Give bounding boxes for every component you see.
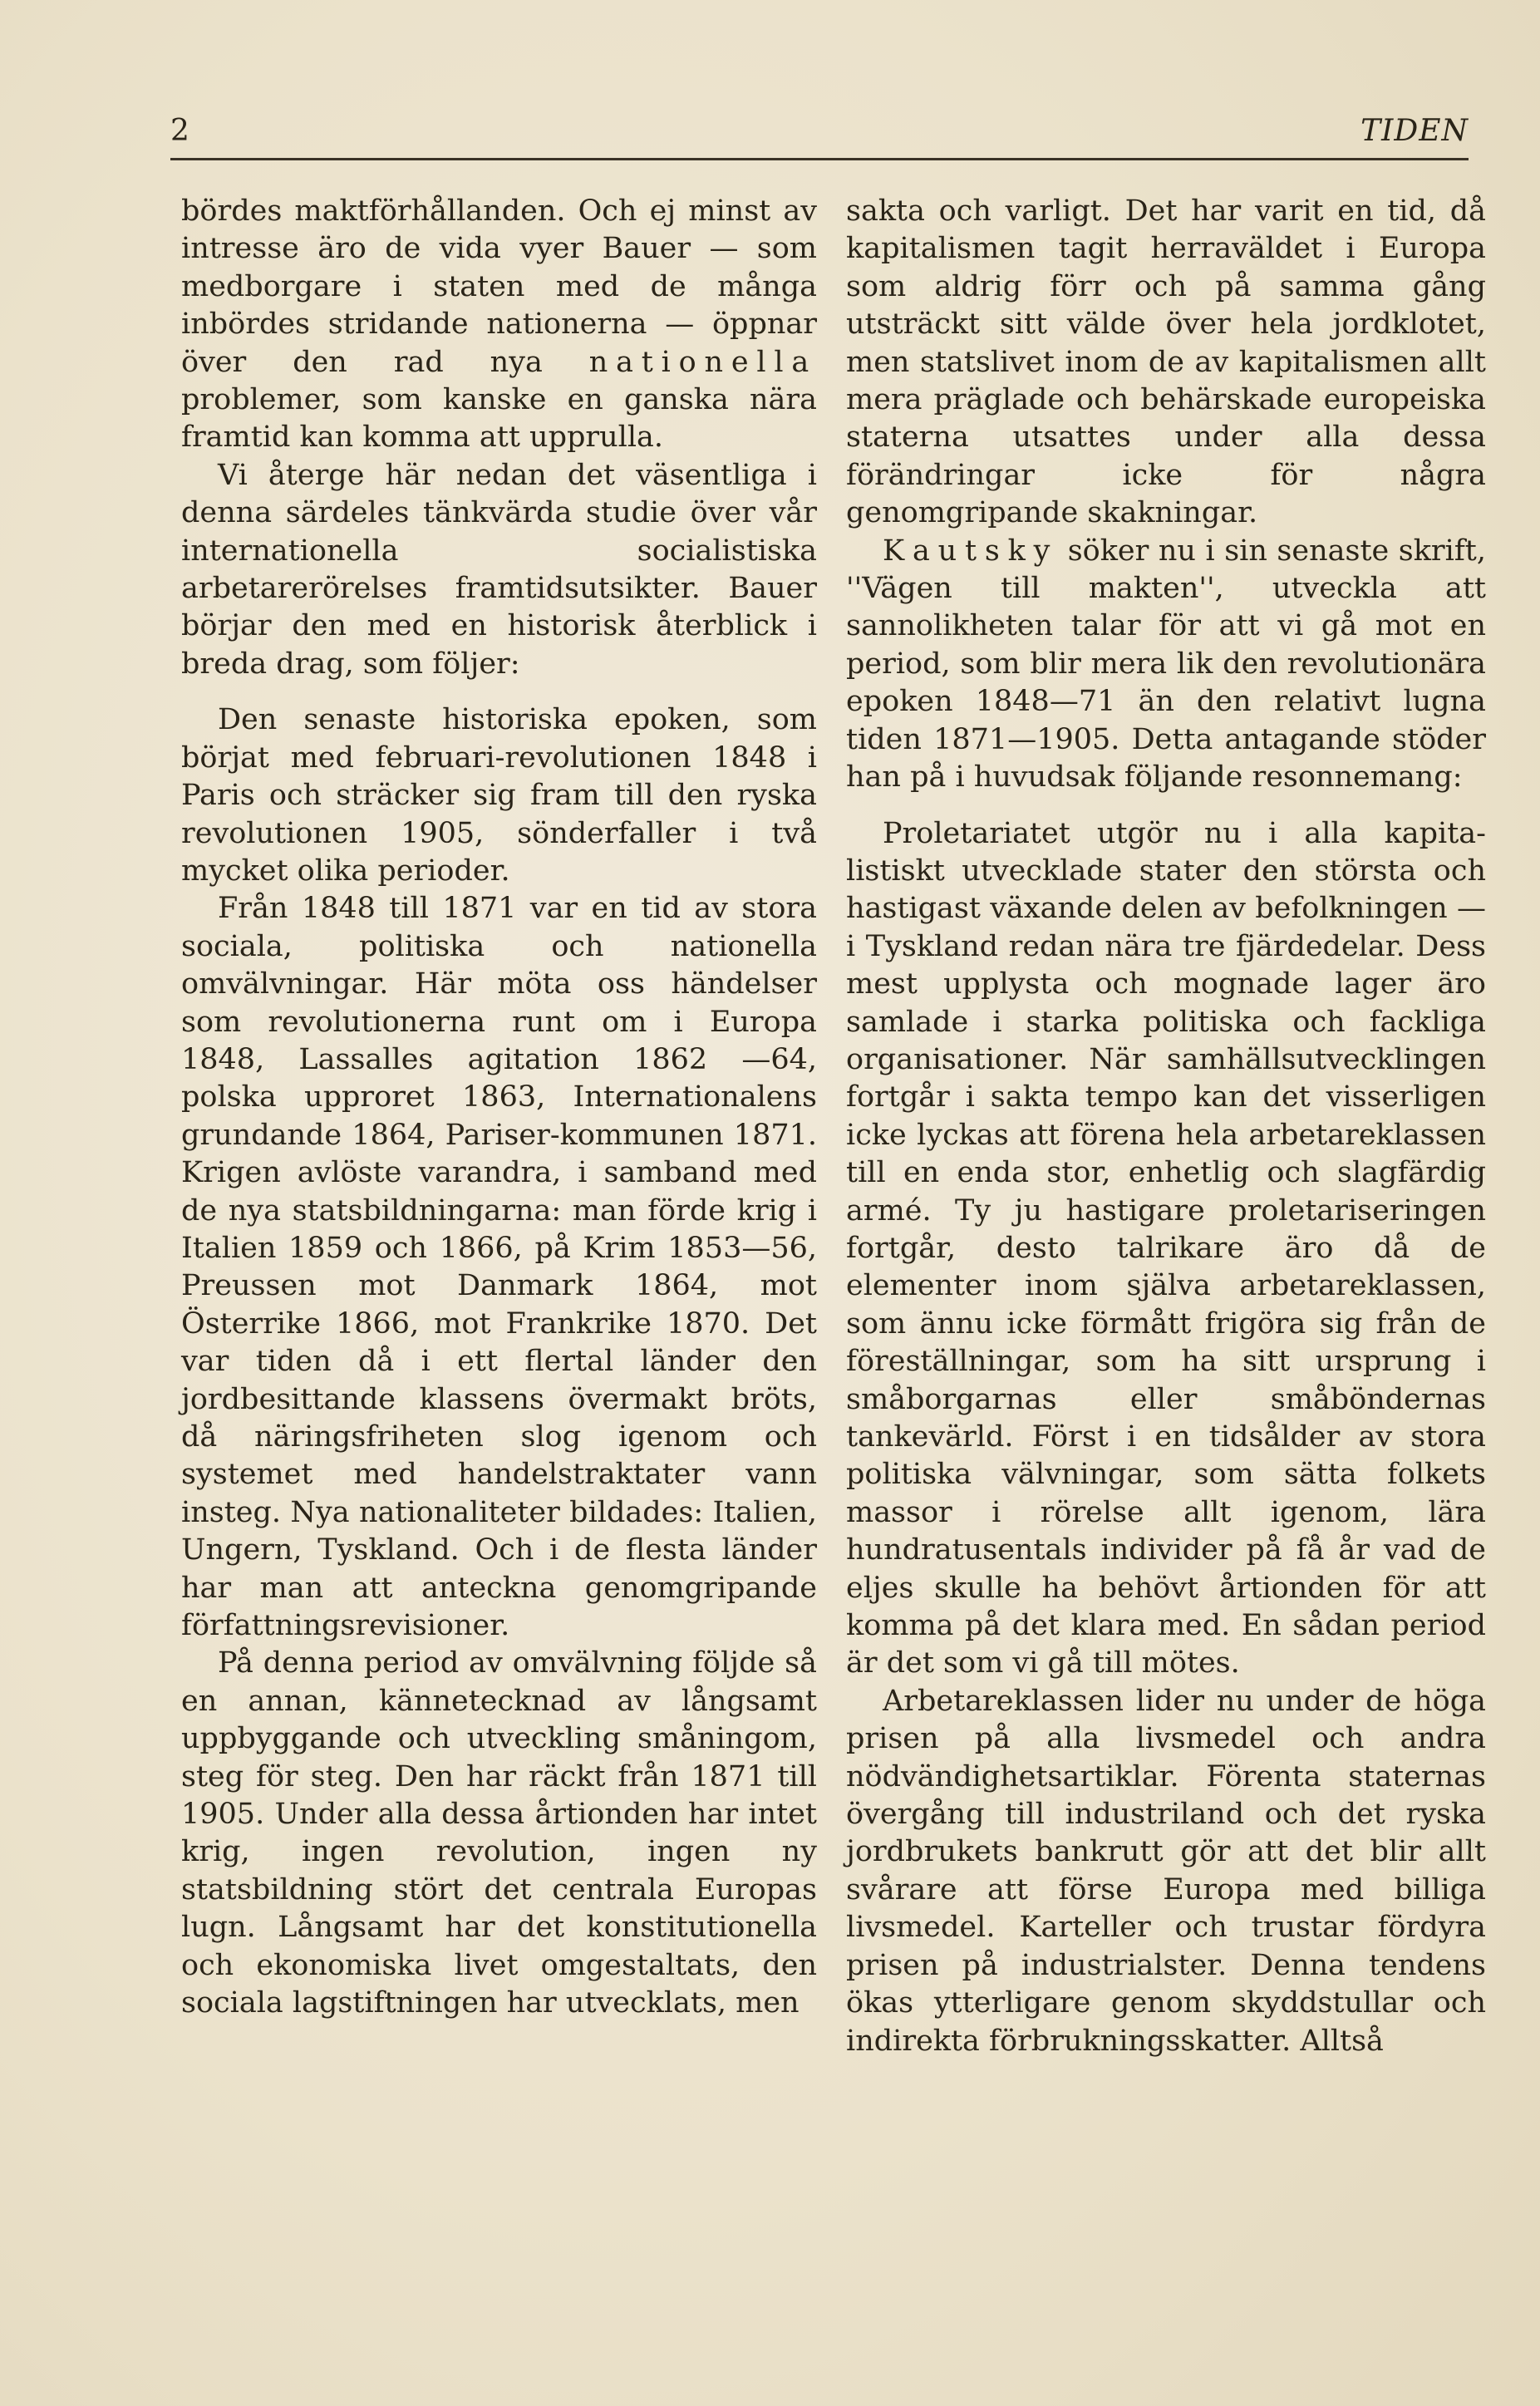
emphasized-word: nationella [588, 345, 817, 379]
quoted-paragraph: Arbetareklassen lider nu under de höga prisen på alla livsmedel och andra nödvändighetsartiklar. Förenta staternas övergång till industriland och det ryska jordbrukets bankrutt gör att det blir allt svårare att förse Europa med billiga livsmedel. Karteller och trustar fördyra prisen på industrialster. Denna tendens ökas ytterligare genom skyddstullar och indirekta förbrukningsskatter. Alltså [846, 1684, 1486, 2058]
left-column [181, 193, 817, 2023]
journal-name: TIDEN [1360, 114, 1469, 148]
paragraph-text: bördes maktförhållanden. Och ej minst av intresse äro de vida vyer Bauer — som medborgare i staten med de många inbördes stridande nationerna — öppnar över den rad nya [181, 194, 817, 379]
paragraph: Vi återge här nedan det väsentliga i denna särdeles tänkvärda studie över vår internationella socialistiska arbetarerörelses framtidsutsikter. Bauer börjar den med en historisk återblick i breda drag, som följer: [181, 458, 817, 681]
quoted-paragraph: Den senaste historiska epoken, som börjat med februari-revolutionen 1848 i Paris och sträcker sig fram till den ryska revolutionen 1905, sönderfaller i två mycket olika perioder. [181, 703, 817, 888]
paragraph [846, 533, 1486, 797]
quoted-paragraph: Från 1848 till 1871 var en tid av stora sociala, politiska och nationella omvälvningar. Här möta oss händelser som revolutionerna runt om i Europa 1848, Lassalles agitation 1862 —64, polska upproret 1863, Internationalens grundande 1864, Pariser-kommunen 1871. Krigen avlöste varandra, i samband med de nya statsbildningarna: man förde krig i Italien 1859 och 1866, på Krim 1853—56, Preussen mot Danmark 1864, mot Österrike 1866, mot Frankrike 1870. Det var tiden då i ett flertal länder den jordbesittande klassens övermakt bröts, då näringsfriheten slog igenom och systemet med handelstraktater vann insteg. Nya nationaliteter bildades: Italien, Ungern, Tyskland. Och i de flesta länder har man att anteckna genomgripande författningsrevisioner. [181, 892, 817, 1643]
paragraph [181, 193, 817, 457]
emphasized-word: Kautsky [883, 534, 1059, 568]
page-number: 2 [170, 114, 189, 148]
quoted-paragraph: Proletariatet utgör nu i alla kapitalistiskt utvecklade stater den största och hastigast växande delen av befolkningen — i Tyskland redan nära tre fjärdedelar. Dess mest upplysta och mognade lager äro samlade i starka politiska och fackliga organisationer. När samhällsutvecklingen fortgår i sakta tempo kan det visserligen icke lyckas att förena hela arbetareklassen till en enda stor, enhetlig och slagfärdig armé. Ty ju hastigare proletariseringen fortgår, desto talrikare äro då de elementer inom själva arbetareklassen, som ännu icke förmått frigöra sig från de föreställningar, som ha sitt ursprung i småborgarnas eller småböndernas tankevärld. Först i en tidsålder av stora politiska välvningar, som sätta folkets massor i rörelse allt igenom, lära hundratusentals individer på få år vad de eljes skulle ha behövt årtionden för att komma på det klara med. En sådan period är det som vi gå till mötes. [846, 816, 1486, 1680]
paragraph: sakta och varligt. Det har varit en tid, då kapitalismen tagit herraväldet i Europa som aldrig förr och på samma gång utsträckt sitt välde över hela jordklotet, men statslivet inom de av kapitalismen allt mera präglade och behärskade europeiska staterna utsattes under alla dessa förändringar icke för några genomgripande skakningar. [846, 194, 1486, 530]
right-column [846, 193, 1486, 2060]
paragraph-text: söker nu i sin senaste skrift, ''Vägen till makten'', utveckla att sannolikheten talar för att vi gå mot en period, som blir mera lik den revolutionära epoken 1848—71 än den relativt lugna tiden 1871—1905. Detta antagande stöder han på i huvudsak följande resonnemang: [846, 534, 1486, 795]
quoted-paragraph: På denna period av omvälvning följde så en annan, kännetecknad av långsamt uppbyggande och utveckling småningom, steg för steg. Den har räckt från 1871 till 1905. Under alla dessa årtionden har intet krig, ingen revolution, ingen ny statsbildning stört det centrala Europas lugn. Långsamt har det konstitutionella och ekonomiska livet omgestaltats, den sociala lagstiftningen har utvecklats, men [181, 1646, 817, 2020]
page-header [170, 106, 1469, 160]
paragraph-text: problemer, som kanske en ganska nära framtid kan komma att upprulla. [181, 383, 817, 455]
